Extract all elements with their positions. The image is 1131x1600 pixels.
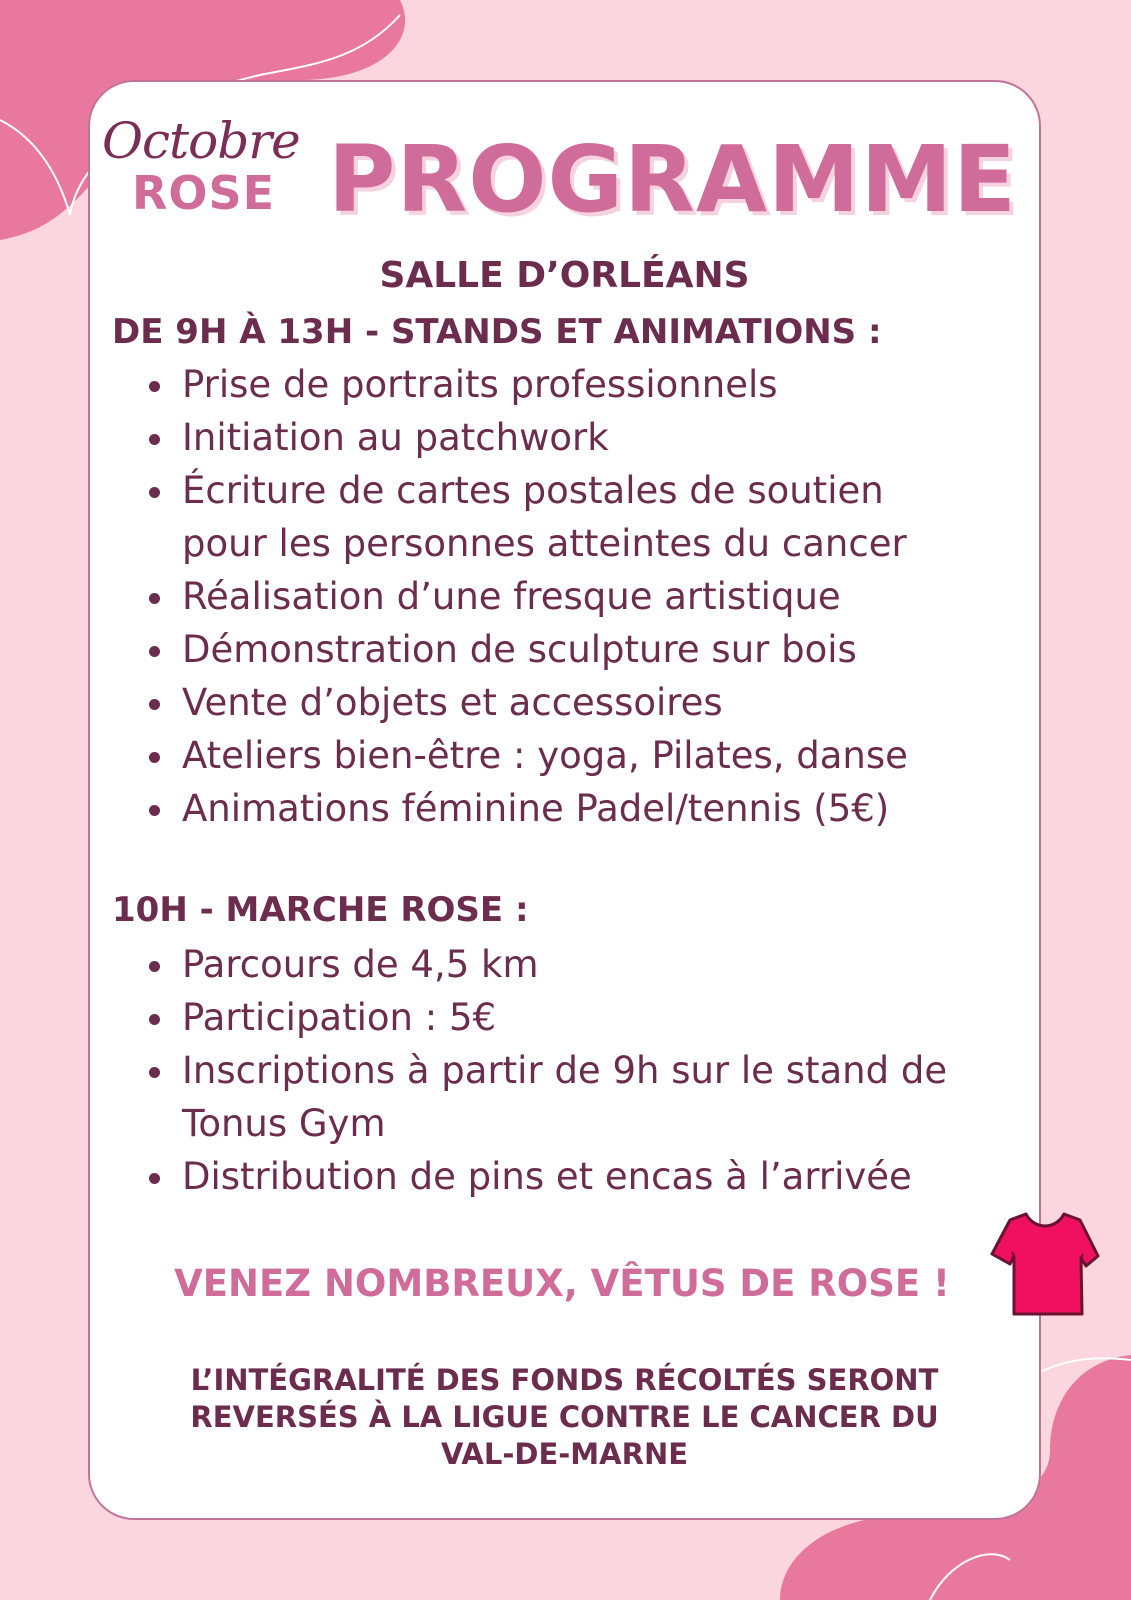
section-stands-list — [182, 358, 908, 835]
list-item: Parcours de 4,5 km — [182, 938, 947, 991]
list-item-continuation: Tonus Gym — [182, 1102, 386, 1145]
list-item: Inscriptions à partir de 9h sur le stand de — [182, 1044, 947, 1097]
list-item: Participation : 5€ — [182, 991, 947, 1044]
funds-notice-line: L’INTÉGRALITÉ DES FONDS RÉCOLTÉS SERONT — [190, 1363, 939, 1397]
list-item: Ateliers bien-être : yoga, Pilates, danse — [182, 729, 908, 782]
call-to-action: VENEZ NOMBREUX, VÊTUS DE ROSE ! — [174, 1262, 950, 1305]
funds-notice — [88, 1362, 1041, 1473]
page-title: PROGRAMME — [328, 126, 1017, 233]
logo-rose-text: ROSE — [132, 166, 276, 220]
list-item: Distribution de pins et encas à l’arrivée — [182, 1150, 947, 1203]
section-marche-list — [182, 938, 947, 1203]
list-item: Prise de portraits professionnels — [182, 358, 908, 411]
section-stands-heading: DE 9H À 13H - STANDS ET ANIMATIONS : — [112, 312, 882, 352]
list-item: Initiation au patchwork — [182, 411, 908, 464]
pink-tshirt-icon — [988, 1208, 1100, 1320]
list-item: Vente d’objets et accessoires — [182, 676, 908, 729]
list-item: Démonstration de sculpture sur bois — [182, 623, 908, 676]
section-marche-heading: 10H - MARCHE ROSE : — [112, 890, 529, 930]
list-item: Écriture de cartes postales de soutien — [182, 464, 908, 517]
octobre-rose-logo — [100, 112, 316, 222]
venue-heading: SALLE D’ORLÉANS — [379, 255, 750, 296]
funds-notice-line: VAL-DE-MARNE — [440, 1437, 689, 1471]
list-item-continuation: pour les personnes atteintes du cancer — [182, 522, 907, 565]
funds-notice-line: REVERSÉS À LA LIGUE CONTRE LE CANCER DU — [190, 1400, 939, 1434]
list-item: Réalisation d’une fresque artistique — [182, 570, 908, 623]
list-item: Animations féminine Padel/tennis (5€) — [182, 782, 908, 835]
logo-script-text: Octobre — [102, 112, 300, 170]
